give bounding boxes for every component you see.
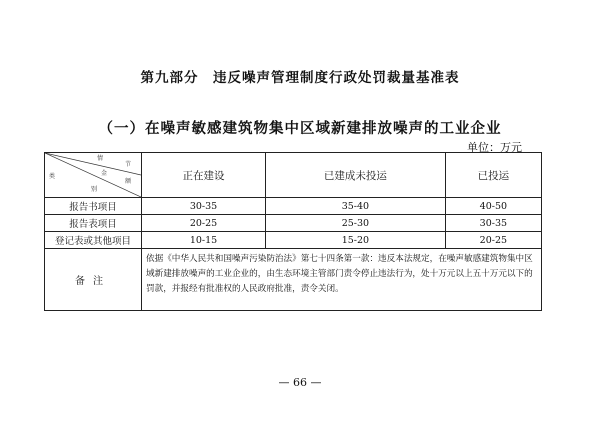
column-header-under-construction: 正在建设 xyxy=(142,153,266,198)
table-cell: 40-50 xyxy=(445,198,541,215)
table-cell: 20-25 xyxy=(445,232,541,249)
note-label: 备注 xyxy=(45,249,142,311)
row-label-registration: 登记表或其他项目 xyxy=(45,232,142,249)
corner-label-bottom-1: 类 xyxy=(49,173,56,180)
corner-label-mid-2: 额 xyxy=(125,178,132,185)
page-number: — 66 — xyxy=(278,376,322,389)
table-cell: 15-20 xyxy=(266,232,446,249)
note-text: 依据《中华人民共和国噪声污染防治法》第七十四条第一款：违反本法规定，在噪声敏感建筑物集中区域新建排放噪声的工业企业的，由生态环境主管部门责令停止违法行为，处十万元以上五十万元以下的罚款，并报经有批准权的人民政府批准，责令关闭。 xyxy=(142,249,542,311)
table-cell: 30-35 xyxy=(445,215,541,232)
corner-label-top-2: 节 xyxy=(125,161,132,168)
column-header-built-not-operating: 已建成未投运 xyxy=(266,153,446,198)
corner-label-top-1: 情 xyxy=(97,155,104,162)
section-title: （一）在噪声敏感建筑物集中区域新建排放噪声的工业企业 xyxy=(98,121,502,137)
row-label-report-form: 报告表项目 xyxy=(45,215,142,232)
table-cell: 25-30 xyxy=(266,215,446,232)
table-cell: 20-25 xyxy=(142,215,266,232)
table-row xyxy=(45,215,542,232)
table-cell: 35-40 xyxy=(266,198,446,215)
table-header-row xyxy=(45,153,542,198)
corner-label-mid-1: 金 xyxy=(101,170,108,177)
table-cell: 10-15 xyxy=(142,232,266,249)
corner-header-cell xyxy=(45,153,142,198)
table-cell: 30-35 xyxy=(142,198,266,215)
part-title: 第九部分 违反噪声管理制度行政处罚裁量基准表 xyxy=(140,70,460,86)
table-row xyxy=(45,198,542,215)
unit-label: 单位：万元 xyxy=(467,141,522,154)
row-label-report: 报告书项目 xyxy=(45,198,142,215)
table-row xyxy=(45,232,542,249)
penalty-table xyxy=(44,152,542,311)
column-header-operating: 已投运 xyxy=(445,153,541,198)
note-row xyxy=(45,249,542,311)
corner-label-bottom-2: 别 xyxy=(91,186,98,193)
